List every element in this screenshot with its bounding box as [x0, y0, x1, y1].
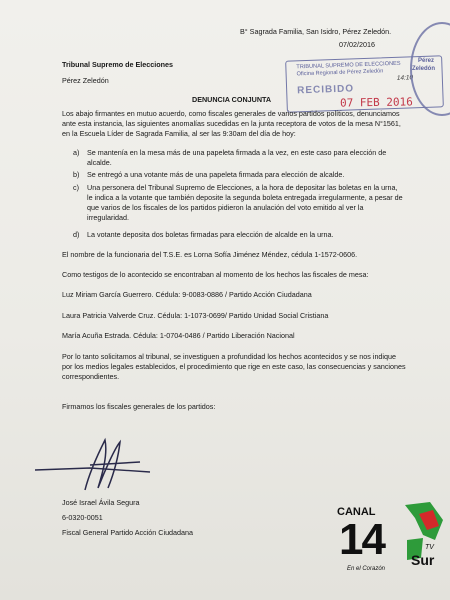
witness-3: María Acuña Estrada. Cédula: 1-0704-0486 / Partido Liberación Nacional [62, 331, 295, 340]
logo-suffix: Sur [411, 552, 435, 568]
item-a-marker: a) [73, 148, 80, 157]
channel-logo [335, 500, 445, 590]
signatory-id: 6-0320-0051 [62, 513, 103, 522]
logo-prefix: CANAL [337, 506, 376, 518]
item-b-marker: b) [73, 170, 80, 179]
seal-line-2: Zeledón [412, 66, 436, 72]
stamp-line-1: TRIBUNAL SUPREMO DE ELECCIONES [296, 60, 401, 71]
item-d-text: La votante deposita dos boletas firmadas para elección de alcalde en la urna. [87, 230, 334, 239]
item-c-text: Una personera del Tribunal Supremo de Elecciones, a la hora de depositar las boletas en la urna, le indica a la votante que también deposite la segunda boleta entregada irregularmente, a pesar de que varios de los fiscales de los partidos pidieron la anulación del voto emitido al ver la irregularidad. [87, 183, 403, 222]
signatory-role: Fiscal General Partido Acción Ciudadana [62, 528, 194, 537]
item-d-marker: d) [73, 230, 80, 239]
stamp-date: 07 FEB 2016 [339, 95, 413, 110]
item-a-text: Se mantenía en la mesa más de una papeleta firmada a la vez, en este caso para elección de alcalde. [87, 148, 387, 167]
intro-paragraph: Los abajo firmantes en mutuo acuerdo, como fiscales generales de varios partidos políticos, denunciamos ante esta instancia, las siguientes anomalías sucedidas en la junta receptora de votos de la mesa N°1561, en la Escuela Líder de Sagrada Familia, al ser las 9:30am del día de hoy: [62, 109, 401, 138]
official-name: El nombre de la funcionaria del T.S.E. es Lorna Sofía Jiménez Méndez, cédula 1-1572-0606. [62, 250, 358, 259]
witness-2: Laura Patricia Valverde Cruz. Cédula: 1-1073-0699/ Partido Unidad Social Cristiana [62, 311, 329, 320]
item-b-text: Se entregó a una votante más de una papeleta firmada para elección de alcalde. [87, 170, 345, 179]
header-date: 07/02/2016 [339, 40, 375, 49]
request-paragraph: Por lo tanto solicitamos al tribunal, se investiguen a profundidad los hechos acontecidos y se nos indique por los medios legales establecidos, el procedimiento que rige en este caso, las consecuencias y sanciones correspondientes. [62, 352, 406, 381]
logo-tv: TV [425, 544, 434, 551]
logo-number: 14 [339, 515, 384, 564]
stamp-handwritten-time: 14:10 [396, 74, 414, 82]
signature-scribble [30, 430, 170, 495]
witness-1: Luz Miriam García Guerrero. Cédula: 9-0083-0886 / Partido Acción Ciudadana [62, 290, 312, 299]
recipient-line-2: Pérez Zeledón [62, 76, 109, 85]
closing-line: Firmamos los fiscales generales de los partidos: [62, 402, 216, 411]
item-c-marker: c) [73, 183, 79, 192]
seal-line-1: Pérez [418, 58, 435, 64]
signatory-name: José Israel Ávila Segura [62, 498, 140, 507]
logo-slogan: En el Corazón [347, 566, 386, 572]
header-address: B° Sagrada Familia, San Isidro, Pérez Zeledón. [240, 27, 392, 36]
document-title: DENUNCIA CONJUNTA [192, 95, 272, 104]
recipient-line-1: Tribunal Supremo de Elecciones [62, 60, 174, 69]
stamp-line-2: Oficina Regional de Pérez Zeledón [296, 68, 384, 78]
witnesses-intro: Como testigos de lo acontecido se encontraban al momento de los hechos las fiscales de mesa: [62, 270, 369, 279]
stamp-received-label: RECIBIDO [297, 83, 355, 97]
